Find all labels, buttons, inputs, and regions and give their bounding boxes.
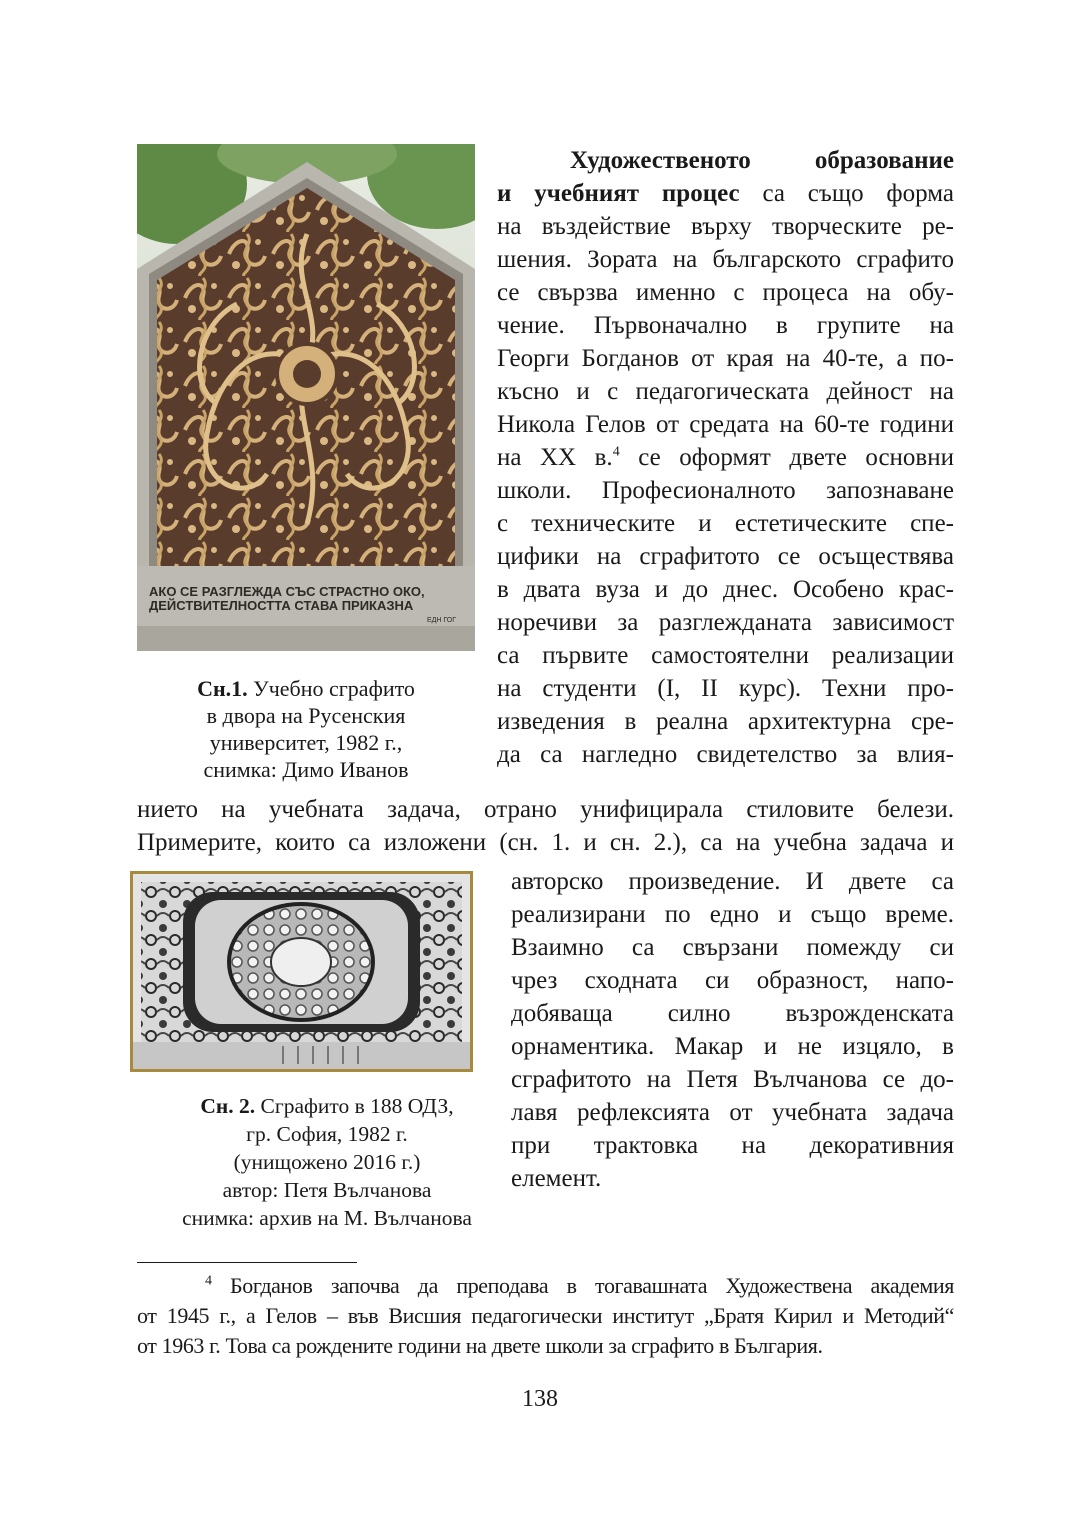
- figure-2-photo: [130, 871, 473, 1072]
- body-line: орнаментика. Макар и не изцяло, в: [511, 1033, 954, 1060]
- footnote-line-2: от 1945 г., а Гелов – във Висшия педагогически институт „Братя Кирил и Методий“: [137, 1303, 954, 1328]
- body-line: при трактовка на декоративния: [511, 1132, 954, 1159]
- body-line: сграфитото на Петя Вълчанова се до-: [511, 1066, 954, 1093]
- sgraffito-kindergarten-image: [133, 874, 470, 1069]
- footnote-separator: [137, 1262, 357, 1263]
- body-line: Георги Богданов от края на 40-те, а по-: [497, 345, 954, 372]
- figure-2-caption: Сн. 2. Сграфито в 188 ОДЗ, гр. София, 1982 г. (унищожено 2016 г.) автор: Петя Вълчанова снимка: архив на М. Вълчанова: [182, 1094, 472, 1230]
- body-line: авторско произведение. И двете са: [511, 868, 954, 895]
- body-line-1: Художественото образование: [570, 147, 954, 174]
- body-line: Никола Гелов от средата на 60-те години: [497, 411, 954, 438]
- body-line: в двата вуза и до днес. Особено крас-: [497, 576, 954, 603]
- inscription-line-1: АКО СЕ РАЗГЛЕЖДА СЪС СТРАСТНО ОКО,: [149, 584, 425, 599]
- body-line: на въздействие върху творческите ре-: [497, 213, 954, 240]
- body-line: късно и с педагогическата дейност на: [497, 378, 954, 405]
- body-line: чение. Първоначално в групите на: [497, 312, 954, 339]
- body-line-wide: Примерите, които са изложени (сн. 1. и сн. 2.), са на учебна задача и: [137, 829, 954, 856]
- body-line: чрез сходната си образност, напо-: [511, 967, 954, 994]
- body-line: школи. Професионалното запознаване: [497, 477, 954, 504]
- body-line: да са нагледно свидетелство за влия-: [497, 741, 954, 768]
- body-line: реализирани по едно и също време.: [511, 901, 954, 928]
- sgraffito-wall-image: [137, 144, 475, 651]
- body-line-footnote-ref: на XX в.$^4$ се оформят двете основни: [497, 444, 954, 471]
- figure-1-caption: Сн.1. Учебно сграфито в двора на Русенския университет, 1982 г., снимка: Димо Иванов: [197, 676, 415, 782]
- figure-1-label: Сн.1.: [197, 676, 248, 701]
- body-line: лавя рефлексията от учебната задача: [511, 1099, 954, 1126]
- body-line: шения. Зората на българското сграфито: [497, 246, 954, 273]
- footnote-line-1: $^4$ Богданов започва да преподава в тогавашната Художествена академия: [205, 1273, 954, 1298]
- body-line: на студенти (I, II курс). Техни про-: [497, 675, 954, 702]
- figure-1-photo: [137, 144, 475, 651]
- page-number: 138: [522, 1386, 558, 1412]
- body-line: норечиви за разглежданата зависимост: [497, 609, 954, 636]
- footnote-line-3: от 1963 г. Това са рождените години на двете школи за сграфито в България.: [137, 1333, 823, 1358]
- footnote-ref-4[interactable]: 4: [612, 444, 620, 460]
- body-line-last: елемент.: [511, 1165, 602, 1192]
- body-line: са първите самостоятелни реализации: [497, 642, 954, 669]
- inscription-line-2: ДЕЙСТВИТЕЛНОСТТА СТАВА ПРИКАЗНА: [149, 598, 414, 613]
- body-line-wide: нието на учебната задача, отрано унифицирала стиловите белези.: [137, 796, 954, 823]
- figure-2-label: Сн. 2.: [200, 1094, 256, 1118]
- body-line: Взаимно са свързани помежду си: [511, 934, 954, 961]
- body-line: изведения в реална архитектурна сре-: [497, 708, 954, 735]
- inscription-signature: ЕДН ГОГ: [427, 617, 457, 624]
- body-line: добяваща силно възрожденската: [511, 1000, 954, 1027]
- footnote-marker: 4: [205, 1273, 212, 1289]
- body-line: се свързва именно с процеса на обу-: [497, 279, 954, 306]
- body-line-2: и учебният процес са също форма: [497, 180, 954, 207]
- body-line: цифики на сграфитото се осъществява: [497, 543, 954, 570]
- body-line: с техническите и естетическите спе-: [497, 510, 954, 537]
